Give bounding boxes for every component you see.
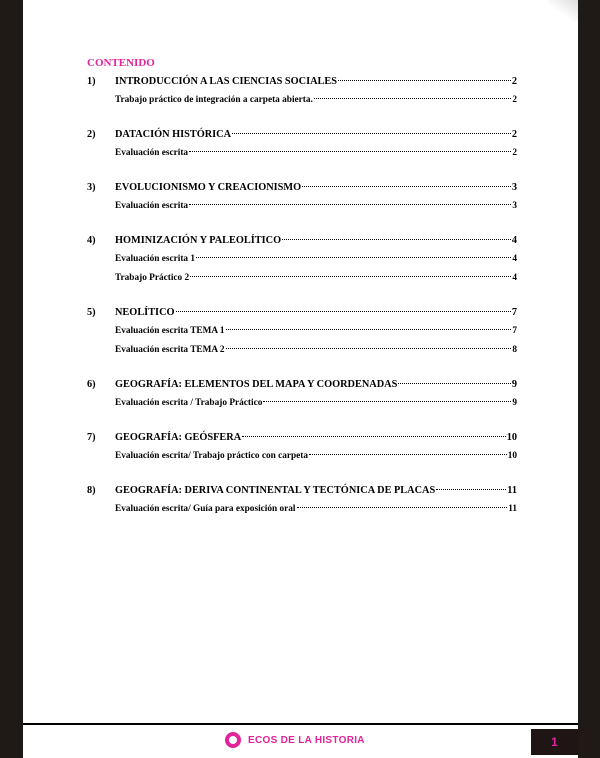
dot-leader (302, 186, 511, 187)
subentry-title: Evaluación escrita/ Trabajo práctico con carpeta (115, 451, 309, 461)
toc-entry[interactable] (87, 231, 517, 250)
toc-section (87, 72, 517, 110)
subentry-title: Evaluación escrita/ Guía para exposición oral (115, 504, 296, 514)
toc-entry[interactable] (87, 178, 517, 197)
dot-leader (226, 329, 512, 330)
section-number: 7) (87, 432, 96, 443)
section-title: INTRODUCCIÓN A LAS CIENCIAS SOCIALES (115, 76, 338, 87)
section-title: HOMINIZACIÓN Y PALEOLÍTICO (115, 235, 282, 246)
toc-section (87, 125, 517, 163)
dot-leader (189, 204, 511, 205)
dot-leader (189, 151, 511, 152)
page-ref: 4 (511, 235, 517, 246)
subentry-title: Evaluación escrita (115, 201, 189, 211)
page-ref: 2 (511, 129, 517, 140)
dot-leader (263, 401, 511, 402)
toc-subentry[interactable] (87, 250, 517, 269)
section-number: 5) (87, 307, 96, 318)
toc-entry[interactable] (87, 125, 517, 144)
subentry-title: Evaluación escrita TEMA 1 (115, 326, 225, 336)
subentry-title: Evaluación escrita TEMA 2 (115, 345, 225, 355)
toc-subentry[interactable] (87, 500, 517, 519)
eh-logo-icon (225, 732, 241, 748)
section-title: GEOGRAFÍA: ELEMENTOS DEL MAPA Y COORDENADAS (115, 379, 398, 390)
toc-subentry[interactable] (87, 269, 517, 288)
toc-section (87, 375, 517, 413)
toc-subentry[interactable] (87, 144, 517, 163)
page-ref: 2 (512, 148, 517, 158)
brand-name: ECOS DE LA HISTORIA (248, 734, 365, 746)
toc-entry[interactable] (87, 428, 517, 447)
page-ref: 4 (512, 254, 517, 264)
toc-subentry[interactable] (87, 197, 517, 216)
dot-leader (436, 489, 506, 490)
page-ref: 7 (511, 307, 517, 318)
subentry-title: Evaluación escrita / Trabajo Práctico (115, 398, 263, 408)
page-ref: 11 (507, 485, 517, 496)
section-number: 3) (87, 182, 96, 193)
page-number: 1 (531, 729, 578, 755)
section-number: 4) (87, 235, 96, 246)
section-number: 6) (87, 379, 96, 390)
toc-entry[interactable] (87, 481, 517, 500)
dot-leader (398, 383, 511, 384)
table-of-contents (87, 72, 517, 534)
toc-heading: CONTENIDO (87, 57, 155, 69)
page-ref: 9 (511, 379, 517, 390)
section-title: EVOLUCIONISMO Y CREACIONISMO (115, 182, 302, 193)
section-number: 1) (87, 76, 96, 87)
toc-section (87, 428, 517, 466)
toc-section (87, 178, 517, 216)
toc-entry[interactable] (87, 375, 517, 394)
page-ref: 7 (512, 326, 517, 336)
section-number: 2) (87, 129, 96, 140)
subentry-title: Evaluación escrita 1 (115, 254, 196, 264)
dot-leader (196, 257, 511, 258)
toc-section (87, 481, 517, 519)
page-ref: 4 (512, 273, 517, 283)
dot-leader (282, 239, 511, 240)
subentry-title: Evaluación escrita (115, 148, 189, 158)
section-title: DATACIÓN HISTÓRICA (115, 129, 232, 140)
section-number: 8) (87, 485, 96, 496)
toc-subentry[interactable] (87, 341, 517, 360)
subentry-title: Trabajo Práctico 2 (115, 273, 190, 283)
toc-section (87, 231, 517, 288)
page-ref: 3 (512, 201, 517, 211)
toc-entry[interactable] (87, 303, 517, 322)
page-corner-shade (548, 0, 578, 22)
page-footer (23, 723, 578, 758)
subentry-title: Trabajo práctico de integración a carpeta abierta. (115, 95, 313, 105)
toc-subentry[interactable] (87, 91, 517, 110)
toc-entry[interactable] (87, 72, 517, 91)
page-ref: 9 (512, 398, 517, 408)
section-title: GEOGRAFÍA: DERIVA CONTINENTAL Y TECTÓNICA DE PLACAS (115, 485, 436, 496)
page-ref: 10 (507, 451, 517, 461)
dot-leader (314, 98, 511, 99)
dot-leader (226, 348, 512, 349)
section-title: GEOGRAFÍA: GEÓSFERA (115, 432, 242, 443)
toc-section (87, 303, 517, 360)
page-ref: 2 (512, 95, 517, 105)
page-ref: 3 (511, 182, 517, 193)
page-ref: 11 (508, 504, 517, 514)
dot-leader (176, 311, 511, 312)
toc-subentry[interactable] (87, 447, 517, 466)
dot-leader (242, 436, 506, 437)
page-ref: 10 (506, 432, 517, 443)
dot-leader (338, 80, 511, 81)
page-ref: 8 (512, 345, 517, 355)
toc-subentry[interactable] (87, 322, 517, 341)
dot-leader (190, 276, 511, 277)
footer-logo (225, 732, 365, 748)
document-page (23, 0, 578, 758)
toc-subentry[interactable] (87, 394, 517, 413)
page-ref: 2 (511, 76, 517, 87)
section-title: NEOLÍTICO (115, 307, 175, 318)
dot-leader (232, 133, 511, 134)
dot-leader (297, 507, 508, 508)
dot-leader (309, 454, 507, 455)
